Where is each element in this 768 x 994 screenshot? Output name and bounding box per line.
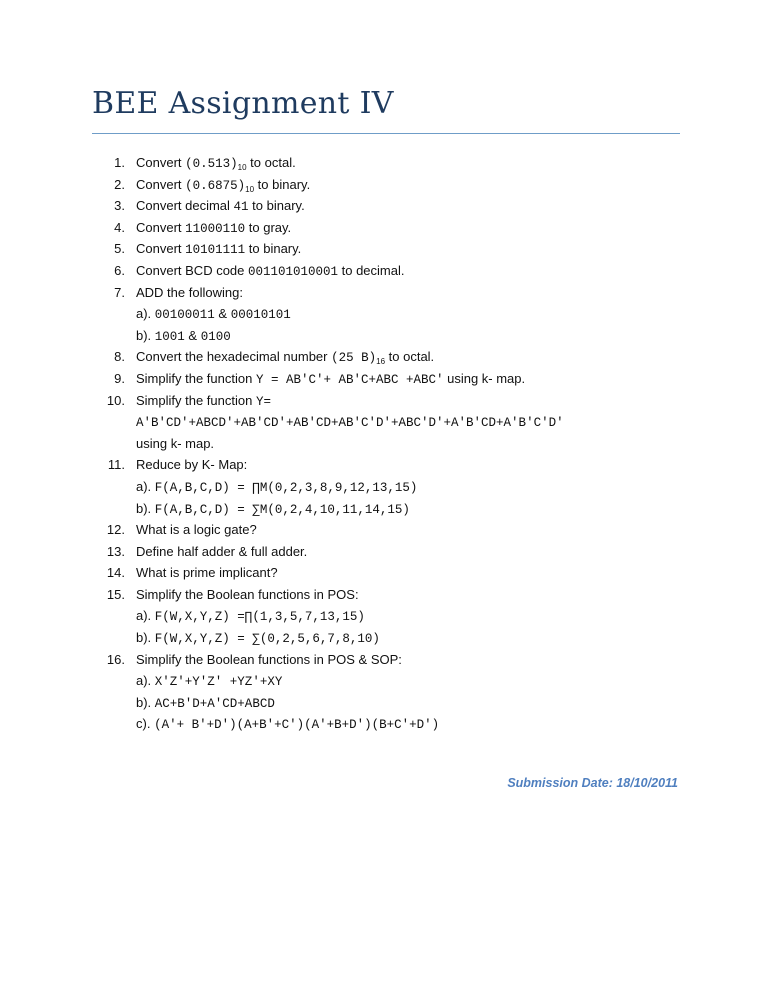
question-text: Simplify the function bbox=[136, 392, 256, 408]
sub-question-16c bbox=[100, 713, 700, 735]
question-text: to gray. bbox=[245, 219, 292, 235]
sub-label: c). bbox=[136, 716, 155, 732]
question-number: 3. bbox=[114, 198, 125, 214]
math-expression: 41 bbox=[233, 200, 249, 215]
math-expression: (0.6875) bbox=[185, 178, 246, 193]
question-number: 15. bbox=[106, 586, 125, 602]
question-number: 6. bbox=[114, 262, 125, 278]
question-number: 10. bbox=[106, 392, 125, 408]
question-2 bbox=[100, 174, 700, 196]
question-number: 11. bbox=[107, 457, 125, 473]
question-text: Convert bbox=[136, 241, 186, 257]
question-12 bbox=[100, 519, 700, 541]
question-text: Convert BCD code bbox=[136, 262, 248, 278]
question-text: Convert the hexadecimal number bbox=[136, 349, 332, 365]
question-text: using k- map. bbox=[136, 435, 215, 451]
question-15 bbox=[100, 584, 700, 606]
math-expression: 10101111 bbox=[185, 243, 246, 258]
math-expression: 00010101 bbox=[230, 308, 291, 323]
sub-label: a). bbox=[136, 608, 155, 624]
base-subscript: 10 bbox=[237, 163, 247, 172]
math-expression: 1001 bbox=[154, 329, 185, 344]
question-text: to decimal. bbox=[338, 262, 405, 278]
sub-question-15a bbox=[100, 605, 700, 627]
sub-label: a). bbox=[136, 306, 155, 322]
question-4 bbox=[100, 217, 700, 239]
question-3 bbox=[100, 195, 700, 217]
math-expression: (A'+ B'+D')(A+B'+C')(A'+B+D')(B+C'+D') bbox=[154, 718, 440, 733]
math-expression: 11000110 bbox=[185, 221, 246, 236]
question-number: 2. bbox=[114, 176, 125, 192]
question-14 bbox=[100, 562, 700, 584]
question-number: 1. bbox=[114, 155, 125, 170]
math-expression: Y= bbox=[255, 394, 271, 409]
question-number: 7. bbox=[114, 284, 125, 300]
sub-question-11a bbox=[100, 476, 700, 498]
base-subscript: 10 bbox=[245, 184, 255, 194]
math-expression: F(A,B,C,D) = ∏M(0,2,3,8,9,12,13,15) bbox=[154, 480, 418, 495]
question-text: Define half adder & full adder. bbox=[136, 543, 308, 559]
question-text: to octal. bbox=[246, 155, 296, 170]
question-text: Simplify the Boolean functions in POS: bbox=[136, 586, 359, 602]
question-11 bbox=[100, 454, 700, 476]
question-9 bbox=[100, 368, 700, 390]
question-text: to binary. bbox=[254, 176, 311, 192]
question-number: 16. bbox=[106, 651, 125, 667]
math-expression: AC+B'D+A'CD+ABCD bbox=[154, 696, 275, 711]
question-number: 13. bbox=[106, 543, 125, 559]
question-text: What is prime implicant? bbox=[136, 565, 278, 581]
math-expression: F(A,B,C,D) = ∑M(0,2,4,10,11,14,15) bbox=[154, 502, 410, 517]
math-expression: F(W,X,Y,Z) = ∑(0,2,5,6,7,8,10) bbox=[154, 632, 380, 647]
sub-text: & bbox=[184, 327, 201, 343]
sub-question-15b bbox=[100, 627, 700, 649]
question-7 bbox=[100, 282, 700, 304]
sub-label: b). bbox=[136, 630, 155, 646]
question-text: to binary. bbox=[245, 241, 302, 257]
question-number: 9. bbox=[114, 370, 125, 386]
question-text: Convert bbox=[136, 176, 186, 192]
question-text: Simplify the Boolean functions in POS & SOP: bbox=[136, 651, 402, 667]
question-16 bbox=[100, 649, 700, 671]
sub-question-16a bbox=[100, 670, 700, 692]
sub-label: a). bbox=[136, 478, 155, 494]
question-text: Convert bbox=[136, 219, 186, 235]
question-number: 8. bbox=[114, 349, 125, 365]
page-title: BEE Assignment IV bbox=[92, 86, 394, 121]
question-10-expression bbox=[100, 411, 700, 433]
question-list bbox=[100, 152, 700, 735]
sub-question-7b bbox=[100, 325, 700, 347]
sub-question-7a bbox=[100, 303, 700, 325]
math-expression: 001101010001 bbox=[248, 264, 339, 279]
base-subscript: 16 bbox=[376, 357, 386, 367]
sub-text: & bbox=[214, 306, 231, 322]
question-text: Convert bbox=[136, 155, 186, 170]
question-text: Reduce by K- Map: bbox=[136, 457, 248, 473]
math-expression: 00100011 bbox=[154, 308, 215, 323]
submission-date: Submission Date: 18/10/2011 bbox=[507, 776, 678, 790]
sub-label: b). bbox=[136, 327, 155, 343]
math-expression: X'Z'+Y'Z' +YZ'+XY bbox=[154, 675, 283, 690]
question-text: Convert decimal bbox=[136, 198, 234, 214]
sub-question-16b bbox=[100, 692, 700, 714]
question-5 bbox=[100, 238, 700, 260]
question-text: using k- map. bbox=[443, 370, 526, 386]
question-13 bbox=[100, 541, 700, 563]
question-1 bbox=[100, 152, 700, 174]
question-text: ADD the following: bbox=[136, 284, 243, 300]
question-10 bbox=[100, 390, 700, 412]
question-text: What is a logic gate? bbox=[136, 522, 257, 538]
question-number: 5. bbox=[114, 241, 125, 257]
sub-question-11b bbox=[100, 498, 700, 520]
math-expression: (0.513) bbox=[185, 157, 238, 171]
question-number: 14. bbox=[106, 565, 125, 581]
question-text: to octal. bbox=[385, 349, 435, 365]
question-number: 12. bbox=[106, 522, 125, 538]
question-10-continuation bbox=[100, 433, 700, 455]
sub-label: a). bbox=[136, 673, 155, 689]
math-expression: F(W,X,Y,Z) =∏(1,3,5,7,13,15) bbox=[154, 610, 365, 625]
sub-label: b). bbox=[136, 500, 155, 516]
math-expression: 0100 bbox=[200, 329, 231, 344]
question-6 bbox=[100, 260, 700, 282]
question-number: 4. bbox=[114, 219, 125, 235]
question-8 bbox=[100, 346, 700, 368]
math-expression: A'B'CD'+ABCD'+AB'CD'+AB'CD+AB'C'D'+ABC'D'+A'B'CD+A'B'C'D' bbox=[136, 416, 564, 431]
title-divider bbox=[92, 133, 680, 134]
sub-label: b). bbox=[136, 694, 155, 710]
math-expression: (25 B) bbox=[331, 351, 377, 366]
question-text: Simplify the function bbox=[136, 370, 256, 386]
question-text: to binary. bbox=[248, 198, 305, 214]
math-expression: Y = AB'C'+ AB'C+ABC +ABC' bbox=[255, 372, 444, 387]
